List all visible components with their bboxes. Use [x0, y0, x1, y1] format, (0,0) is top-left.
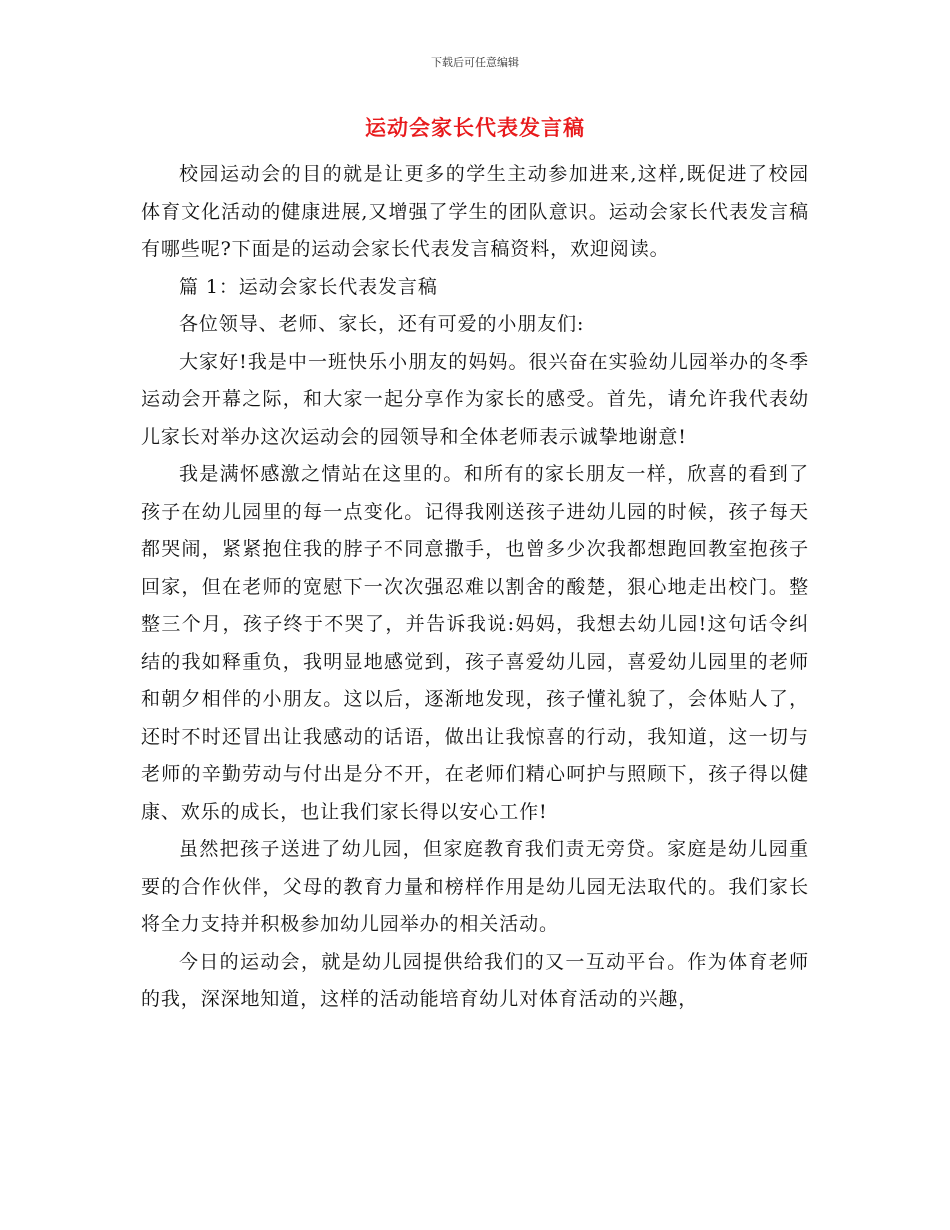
- paragraph-greeting: 大家好!我是中一班快乐小朋友的妈妈。很兴奋在实验幼儿园举办的冬季运动会开幕之际，和大家一起分享作为家长的感受。首先，请允许我代表幼儿家长对举办这次运动会的园领导和全体老师表示诚挚地谢意!: [141, 350, 809, 448]
- paragraph-gratitude: 我是满怀感激之情站在这里的。和所有的家长朋友一样，欣喜的看到了孩子在幼儿园里的每一点变化。记得我刚送孩子进幼儿园的时候，孩子每天都哭闹，紧紧抱住我的脖子不同意撒手，也曾多少次我都想跑回教室抱孩子回家，但在老师的宽慰下一次次强忍难以割舍的酸楚，狠心地走出校门。整整三个月，孩子终于不哭了，并告诉我说:妈妈，我想去幼儿园!这句话令纠结的我如释重负，我明显地感觉到，孩子喜爱幼儿园，喜爱幼儿园里的老师和朝夕相伴的小朋友。这以后，逐渐地发现，孩子懂礼貌了，会体贴人了，还时不时还冒出让我感动的话语，做出让我惊喜的行动，我知道，这一切与老师的辛勤劳动与付出是分不开，在老师们精心呵护与照顾下，孩子得以健康、欢乐的成长，也让我们家长得以安心工作!: [141, 463, 809, 823]
- document-title: 运动会家长代表发言稿: [365, 116, 585, 140]
- header-note: 下载后可任意编辑: [431, 56, 519, 69]
- document-body: [141, 156, 809, 1019]
- paragraph-salutation: 各位领导、老师、家长，还有可爱的小朋友们:: [179, 313, 585, 335]
- paragraph-family-education: 虽然把孩子送进了幼儿园，但家庭教育我们责无旁贷。家庭是幼儿园重要的合作伙伴，父母的教育力量和榜样作用是幼儿园无法取代的。我们家长将全力支持并积极参加幼儿园举办的相关活动。: [141, 838, 809, 935]
- paragraph-section-heading: 篇 1：运动会家长代表发言稿: [179, 275, 438, 298]
- paragraph-sports-meet: 今日的运动会，就是幼儿园提供给我们的又一互动平台。作为体育老师的我，深深地知道，这样的活动能培育幼儿对体育活动的兴趣，: [141, 950, 809, 1010]
- paragraph-intro: 校园运动会的目的就是让更多的学生主动参加进来,这样,既促进了校园体育文化活动的健康进展,又增强了学生的团队意识。运动会家长代表发言稿有哪些呢?下面是的运动会家长代表发言稿资料，欢迎阅读。: [141, 163, 809, 260]
